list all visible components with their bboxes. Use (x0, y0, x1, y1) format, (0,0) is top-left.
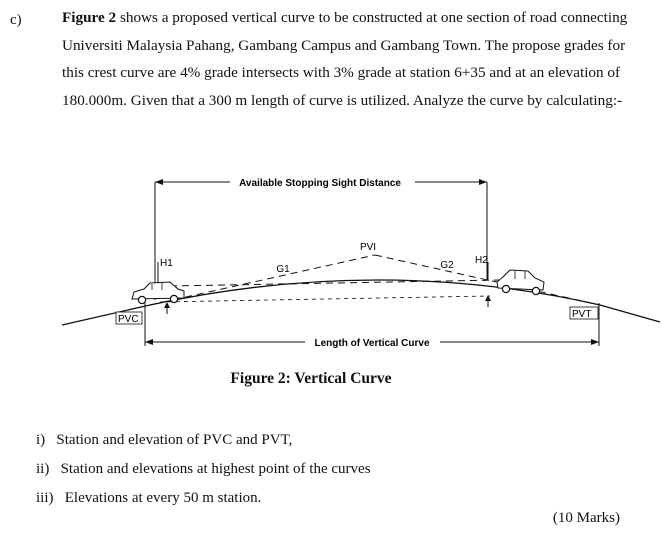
h1-label: H1 (160, 258, 173, 269)
vertical-curve-figure (0, 160, 662, 380)
pvc-label: PVC (118, 314, 139, 325)
arrow-right (479, 179, 487, 185)
question-label: c) (10, 12, 22, 28)
arrow-left (155, 179, 163, 185)
task-text: Elevations at every 50 m station. (64, 490, 262, 506)
car-right-icon (497, 270, 544, 295)
task-number: iii) (36, 490, 54, 506)
task-list (36, 426, 371, 513)
g1-label: G1 (276, 264, 290, 275)
task-text: Station and elevation of PVC and PVT, (56, 432, 293, 448)
task-item (36, 426, 371, 455)
marks-label: (10 Marks) (552, 510, 620, 526)
figure-caption: Figure 2: Vertical Curve (230, 370, 392, 387)
task-text: Station and elevations at highest point of the curves (60, 461, 371, 477)
question-text: shows a proposed vertical curve to be constructed at one section of road connecting Universiti Malaysia Pahang, Gambang Campus and Gambang Town. The propose grades for this crest curve are 4% grade intersects with 3% grade at station 6+35 and at an elevation of 180.000m. Given that a 300 m length of curve is utilized. Analyze the curve by calculating:- (62, 9, 628, 109)
arrow-left-lower (145, 339, 153, 345)
task-number: i) (36, 432, 46, 448)
sight-line-object (160, 296, 490, 302)
task-item (36, 455, 371, 484)
sight-distance-label: Available Stopping Sight Distance (239, 178, 401, 189)
task-number: ii) (36, 461, 50, 477)
arrow-right-lower (591, 339, 599, 345)
pvt-label: PVT (572, 309, 592, 320)
curve-length-label: Length of Vertical Curve (314, 338, 430, 349)
question-paragraph (62, 4, 632, 114)
pvi-label: PVI (359, 242, 377, 253)
task-item (36, 484, 371, 513)
h2-label: H2 (475, 255, 488, 266)
car-left-icon (132, 282, 184, 304)
figure-reference: Figure 2 (62, 9, 117, 26)
g2-label: G2 (440, 260, 454, 271)
